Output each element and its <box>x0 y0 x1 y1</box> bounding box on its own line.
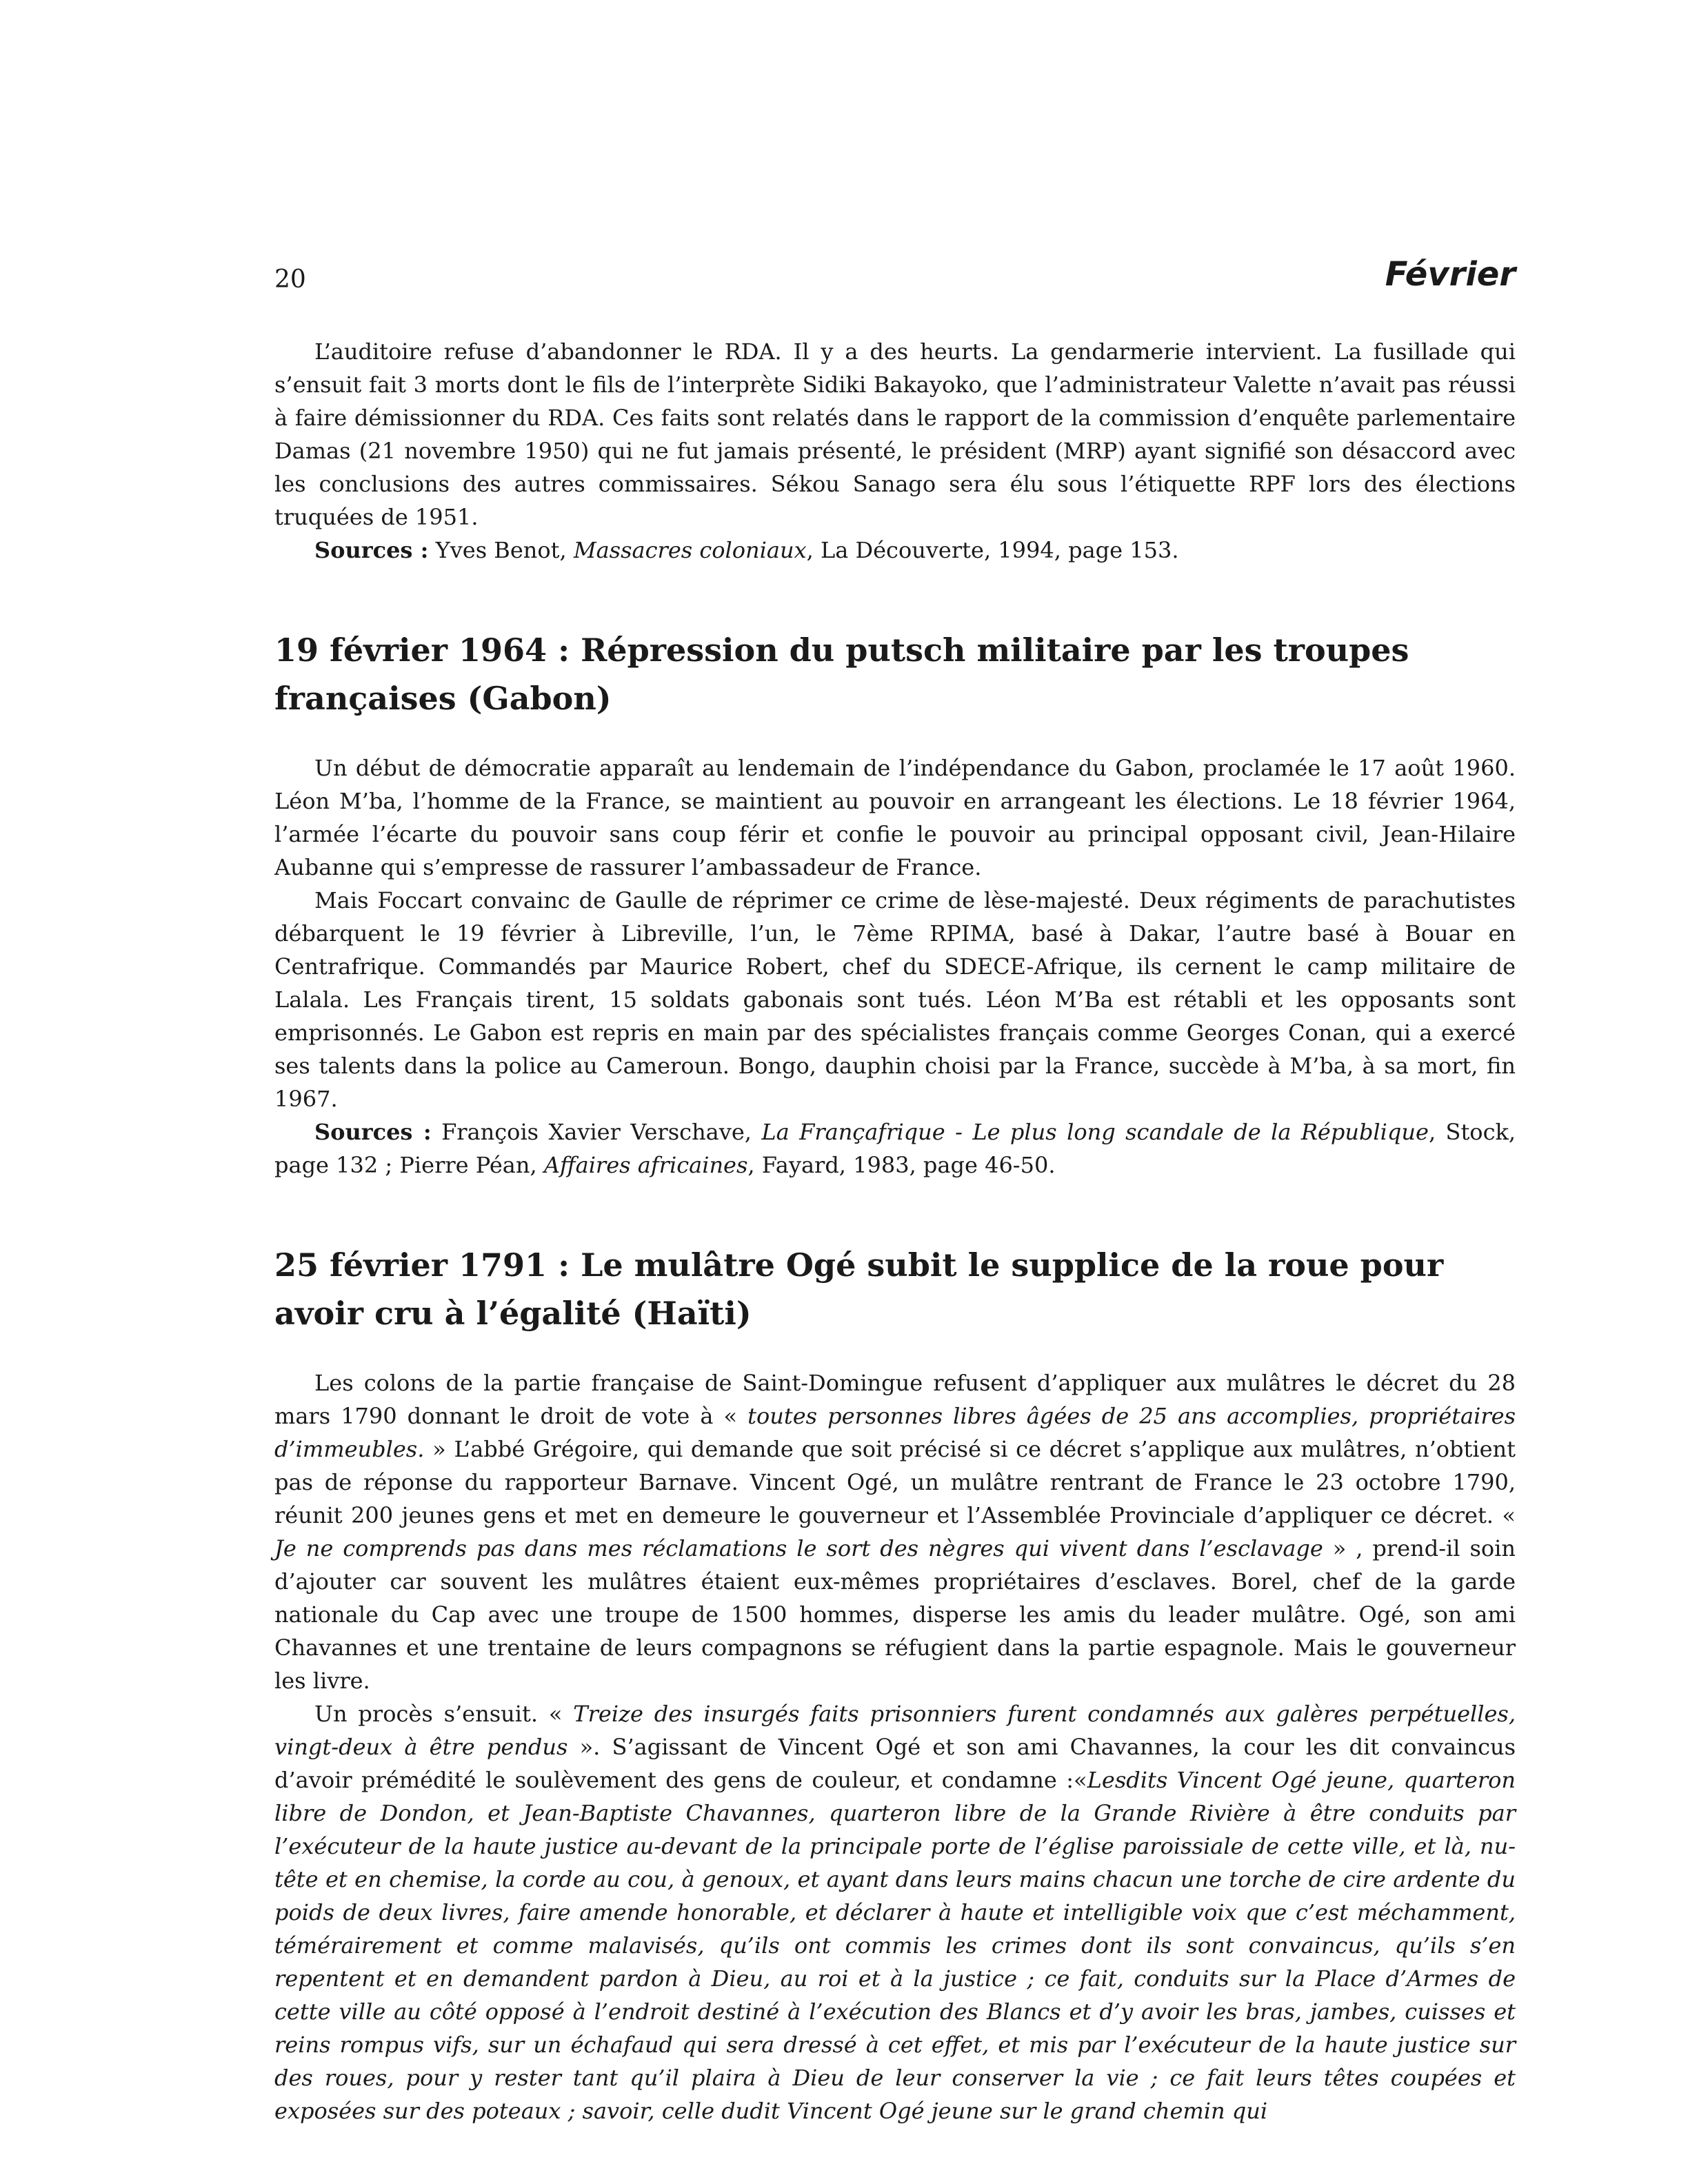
intro-paragraph: L’auditoire refuse d’abandonner le RDA. Il y a des heurts. La gendarmerie intervient. La fusillade qui s’ensuit fait 3 morts dont le fils de l’interprète Sidiki Bakayoko, que l’administrateur Valette n’avait pas réussi à faire démissionner du RDA. Ces faits sont relatés dans le rapport de la commission d’enquête parlementaire Damas (21 novembre 1950) qui ne fut jamais présenté, le président (MRP) ayant signifié son désaccord avec les conclusions des autres commissaires. Sékou Sanago sera élu sous l’étiquette RPF lors des élections truquées de 1951. <box>274 338 1516 530</box>
running-title-month: Février <box>1385 255 1516 294</box>
sources-book-title: Affaires africaines <box>543 1152 748 1178</box>
book-page <box>274 0 1516 2184</box>
paragraph <box>274 1366 1516 1697</box>
section-gabon <box>274 626 1516 1182</box>
sources-text: Yves Benot, <box>435 537 567 563</box>
quotation: Je ne comprends pas dans mes réclamations le sort des nègres qui vivent dans l’esclavage <box>274 1535 1323 1561</box>
text-run: ». S’agissant de Vincent Ogé et son ami Chavannes, la cour les dit convaincus d’avoir prémédité le soulèvement des gens de couleur, et condamne :« <box>274 1734 1516 1793</box>
sources-label: Sources : <box>314 537 429 563</box>
paragraph: Mais Foccart convainc de Gaulle de réprimer ce crime de lèse-majesté. Deux régiments de parachutistes débarquent le 19 février à Libreville, l’un, le 7ème RPIMA, basé à Dakar, l’autre basé à Bouar en Centrafrique. Commandés par Maurice Robert, chef du SDECE-Afrique, ils cernent le camp militaire de Lalala. Les Français tirent, 15 soldats gabonais sont tués. Léon M’Ba est rétabli et les opposants sont emprisonnés. Le Gabon est repris en main par des spécialistes français comme Georges Conan, qui a exercé ses talents dans la police au Cameroun. Bongo, dauphin choisi par la France, succède à M’ba, à sa mort, fin 1967. <box>274 887 1516 1112</box>
sources-book-title: Massacres coloniaux <box>573 537 807 563</box>
quotation: Lesdits Vincent Ogé jeune, quarteron libre de Dondon, et Jean-Baptiste Chavannes, quarteron libre de la Grande Rivière à être conduits par l’exécuteur de la haute justice au-devant de la principale porte de l’église paroissiale de cette ville, et là, nu-tête et en chemise, la corde au cou, à genoux, et ayant dans leurs mains chacun une torche de cire ardente du poids de deux livres, faire amende honorable, et déclarer à haute et intelligible voix que c’est méchamment, témérairement et comme malavisés, qu’ils ont commis les crimes dont ils sont convaincus, qu’ils s’en repentent et en demandent pardon à Dieu, au roi et à la justice ; ce fait, conduits sur la Place d’Armes de cette ville au côté opposé à l’endroit destiné à l’exécution des Blancs et d’y avoir les bras, jambes, cuisses et reins rompus vifs, sur un échafaud qui sera dressé à cet effet, et mis par l’exécuteur de la haute justice sur des roues, pour y rester tant qu’il plaira à Dieu de leur conserver la vie ; ce fait leurs têtes coupées et exposées sur des poteaux ; savoir, celle dudit Vincent Ogé jeune sur le grand chemin qui <box>274 1767 1516 2124</box>
sources-book-title: La Françafrique - Le plus long scandale de la République <box>761 1119 1429 1145</box>
sources-label: Sources : <box>314 1119 432 1145</box>
quotation: toutes personnes libres âgées de 25 ans accomplies, propriétaires d’immeubles. <box>274 1403 1516 1462</box>
paragraph: Un début de démocratie apparaît au lendemain de l’indépendance du Gabon, proclamée le 17 août 1960. Léon M’ba, l’homme de la France, se maintient au pouvoir en arrangeant les élections. Le 18 février 1964, l’armée l’écarte du pouvoir sans coup férir et confie le pouvoir au principal opposant civil, Jean-Hilaire Aubanne qui s’empresse de rassurer l’ambassadeur de France. <box>274 755 1516 880</box>
intro-block <box>274 335 1516 567</box>
quotation: Treize des insurgés faits prisonniers furent condamnés aux galères perpétuelles, vingt-deux à être pendus <box>274 1701 1516 1760</box>
paragraph <box>274 1697 1516 2127</box>
text-run: Les colons de la partie française de Saint-Domingue refusent d’appliquer aux mulâtres le décret du 28 mars 1790 donnant le droit de vote à « <box>274 1370 1516 1429</box>
intro-sources <box>274 534 1516 567</box>
text-run: Un procès s’ensuit. « <box>314 1701 563 1727</box>
sources-paragraph <box>274 1115 1516 1182</box>
section-heading: 19 février 1964 : Répression du putsch militaire par les troupes françaises (Gabon) <box>274 631 1409 717</box>
sources-text: , Fayard, 1983, page 46-50. <box>747 1152 1056 1178</box>
sources-text: , La Découverte, 1994, page 153. <box>806 537 1179 563</box>
section-heading: 25 février 1791 : Le mulâtre Ogé subit le supplice de la roue pour avoir cru à l’égalité (Haïti) <box>274 1246 1444 1332</box>
text-run: » L’abbé Grégoire, qui demande que soit précisé si ce décret s’applique aux mulâtres, n’obtient pas de réponse du rapporteur Barnave. Vincent Ogé, un mulâtre rentrant de France le 23 octobre 1790, réunit 200 jeunes gens et met en demeure le gouverneur et l’Assemblée Provinciale d’appliquer ce décret. « <box>274 1436 1516 1528</box>
page-number: 20 <box>274 265 306 294</box>
section-haiti <box>274 1241 1516 2127</box>
sources-text: , Stock, page 132 ; Pierre Péan, <box>274 1119 1516 1178</box>
text-run: » , prend-il soin d’ajouter car souvent les mulâtres étaient eux-mêmes propriétaires d’esclaves. Borel, chef de la garde nationale du Cap avec une troupe de 1500 hommes, disperse les amis du leader mulâtre. Ogé, son ami Chavannes et une trentaine de leurs compagnons se réfugient dans la partie espagnole. Mais le gouverneur les livre. <box>274 1535 1516 1694</box>
sources-text: François Xavier Verschave, <box>441 1119 752 1145</box>
running-header <box>274 252 1516 302</box>
